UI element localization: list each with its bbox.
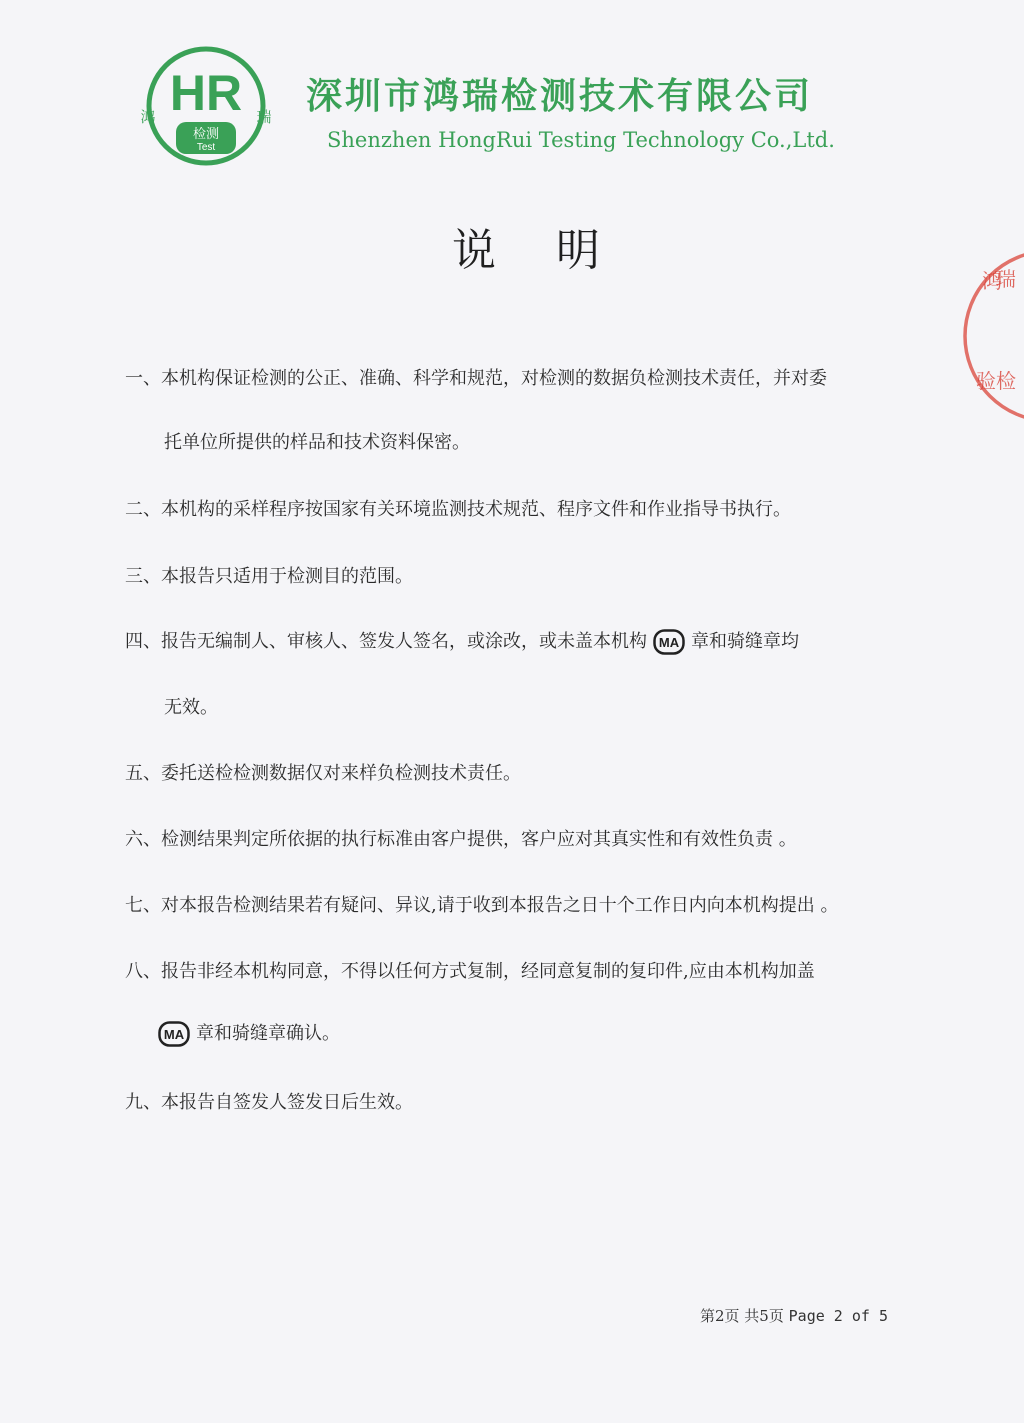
logo-under-text: 检测 bbox=[192, 127, 220, 142]
clause-4-text-a: 四、报告无编制人、审核人、签发人签名，或涂改，或未盖本机构 bbox=[125, 631, 647, 652]
clause-6: 六、检测结果判定所依据的执行标准由客户提供，客户应对其真实性和有效性负责 。 bbox=[125, 829, 797, 850]
clause-8-text-b: 章和骑缝章确认。 bbox=[196, 1023, 340, 1044]
clause-1-continued: 托单位所提供的样品和技术资料保密。 bbox=[164, 432, 470, 453]
logo-letters: HR bbox=[169, 65, 243, 121]
clause-7: 七、对本报告检测结果若有疑问、异议,请于收到本报告之日十个工作日内向本机构提出 。 bbox=[125, 895, 839, 916]
clause-4-text-b: 章和骑缝章均 bbox=[691, 631, 799, 652]
logo-right-char: 瑞 bbox=[256, 108, 272, 126]
page-footer bbox=[700, 1305, 888, 1326]
ma-text: MA bbox=[658, 635, 680, 650]
clause-4-continued: 无效。 bbox=[164, 697, 218, 718]
clause-3: 三、本报告只适用于检测目的范围。 bbox=[125, 566, 413, 587]
cma-mark-icon bbox=[158, 1021, 190, 1047]
logo-sub-text: Test bbox=[196, 142, 216, 153]
company-name-cn: 深圳市鸿瑞检测技术有限公司 bbox=[306, 75, 814, 117]
stamp-char-3: 验 bbox=[976, 369, 996, 393]
clause-1: 一、本机构保证检测的公正、准确、科学和规范，对检测的数据负检测技术责任，并对委 bbox=[125, 368, 827, 389]
logo-left-char: 鸿 bbox=[140, 108, 156, 126]
company-name-en: Shenzhen HongRui Testing Technology Co.,Ltd. bbox=[327, 128, 835, 152]
clause-8: 八、报告非经本机构同意，不得以任何方式复制，经同意复制的复印件,应由本机构加盖 bbox=[125, 961, 815, 982]
hr-logo-icon bbox=[138, 46, 274, 168]
stamp-char-2: 瑞 bbox=[996, 267, 1016, 291]
clause-2: 二、本机构的采样程序按国家有关环境监测技术规范、程序文件和作业指导书执行。 bbox=[125, 499, 791, 520]
ma-text: MA bbox=[163, 1027, 185, 1042]
seal-stamp bbox=[960, 236, 1024, 436]
clause-9: 九、本报告自签发人签发日后生效。 bbox=[125, 1092, 413, 1113]
page-number-cn: 第2页 共5页 bbox=[700, 1307, 784, 1325]
page-title: 说明 bbox=[452, 225, 660, 276]
clause-8-continued bbox=[158, 1021, 938, 1047]
cma-mark-icon bbox=[653, 629, 685, 655]
clause-4 bbox=[125, 629, 905, 655]
page-number-en: Page 2 of 5 bbox=[788, 1307, 888, 1325]
stamp-char-4: 检 bbox=[996, 369, 1016, 393]
clause-5: 五、委托送检检测数据仅对来样负检测技术责任。 bbox=[125, 763, 521, 784]
stamp-char-1: 鸿 bbox=[982, 269, 1002, 293]
